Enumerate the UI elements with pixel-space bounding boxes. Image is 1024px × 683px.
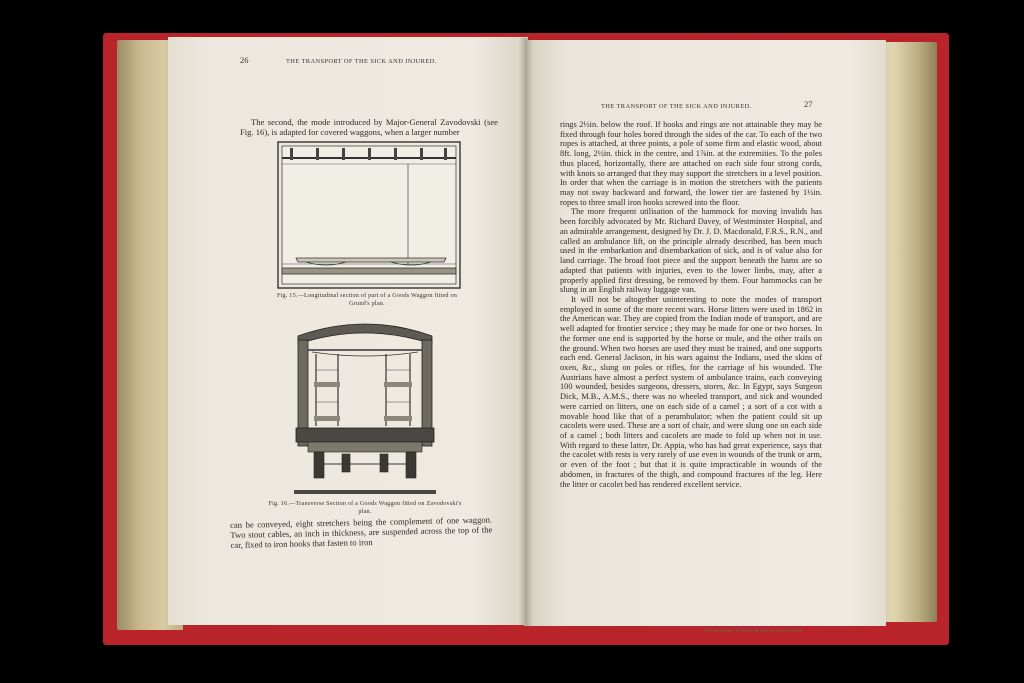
right-page-body [560,120,822,489]
closing-text: can be conveyed, eight stretchers being the complement of one waggon. Two stout cables, an inch in thickness, are suspended across the top of the car, fixed to iron hooks that fasten to iron [230,514,493,550]
left-intro-paragraph [240,117,498,137]
book-gutter [519,38,533,626]
right-paragraph-3: It will not be altogether uninteresting to note the modes of transport employed in some of the more recent wars. Horse litters were used in 1862 in the American war. They are copied from the Indian mode of transport, and are well adapted for frontier service ; they may be made for one or two horses. In the former one end is supported by the horse or mule, and the other trails on the ground. When two horses are used they must be trained, and one supports each end. General Jackson, in his wars against the Indians, used the skins of oxen, &c., slung on poles or rifles, for the carriage of his wounded. The Austrians have almost a perfect system of ambulance trains, each conveying 100 wounded, besides surgeons, dressers, stores, &c. In Egypt, says Surgeon Dick, M.B., A.M.S., there was no wheeled transport, and sick and wounded were carried on litters, one on each side of a camel ; a sort of a cot with a movable hood like that of a perambulator; when the patient could sit up cacolets were used. These are a sort of chair, and were slung one on each side of a camel ; both litters and cacolets are made to fold up when not in use. With regard to these latter, Dr. Appia, who has had great experience, says that the cacolet with rests is very rarely of use even in wounds of the trunk or arm, or even of the foot ; but that it is quite impracticable in wounds of the abdomen, in fractures of the thigh, and compound fractures of the leg. Here the litter or cacolet bed has rendered excellent service. [560,294,822,489]
right-running-head: THE TRANSPORT OF THE SICK AND INJURED. [601,103,752,110]
fig15-caption-line2: Grund's plan. [349,299,385,307]
right-paragraph-2: The more frequent utilisation of the hammock for moving invalids has been forcibly advocated by Mr. Richard Davey, of Westminster Hospital, and an admirable arrangement, designed by Dr. J. D. Macdonald, F.R.S., R.N., and called an ambulance lift, on the principle already described, has been much used in the embarkation and disembarkation of sick, and is of value also for land carriage. The broad foot piece and the support beneath the hams are so adapted that patients with injuries, even to the lower limbs, may, after a properly applied first dressing, be removed by them. Four hammocks can be slung in an English railway luggage van. [560,207,822,295]
right-paragraph-1: rings 2½in. below the roof. If hooks and rings are not attainable they may be fixed through four holes bored through the sides of the car. To each of the two ropes is attached, at three points, a pole of some firm and elastic wood, about 8ft. long, 2½in. thick in the centre, and 1⅞in. at the extremities. To the poles thus placed, horizontally, there are attached on each side four strong cords, with knots so arranged that they may support the stretchers in a level position. In order that when the carriage is in motion the stretchers with the patients may not sway backward and forward, the lower tier are fastened by 1½in. ropes to three small iron hooks screwed into the floor. [560,120,822,207]
left-page-number: 26 [240,55,249,65]
fig16-caption [230,500,500,515]
fig15-longitudinal-section [276,140,462,290]
right-page-number: 27 [804,99,813,109]
bottom-edge-text: ...the stretcher of known and of great value [700,628,803,634]
fig16-caption-line2: plan. [358,507,372,515]
fig16-transverse-section [292,314,438,500]
fig15-caption-line1: Fig. 15.—Longitudinal section of part of a Goods Waggon fitted on [276,292,458,299]
left-closing-paragraph [230,515,493,550]
left-running-head: THE TRANSPORT OF THE SICK AND INJURED. [286,58,437,65]
fig16-caption-line1: Fig. 16.—Transverse Section of a Goods Waggon fitted on Zavodovski's [268,500,462,507]
fig15-caption [234,292,500,307]
intro-text: The second, the mode introduced by Major-General Zavodovski (see Fig. 16), is adapted for covered waggons, when a larger number [240,117,498,137]
